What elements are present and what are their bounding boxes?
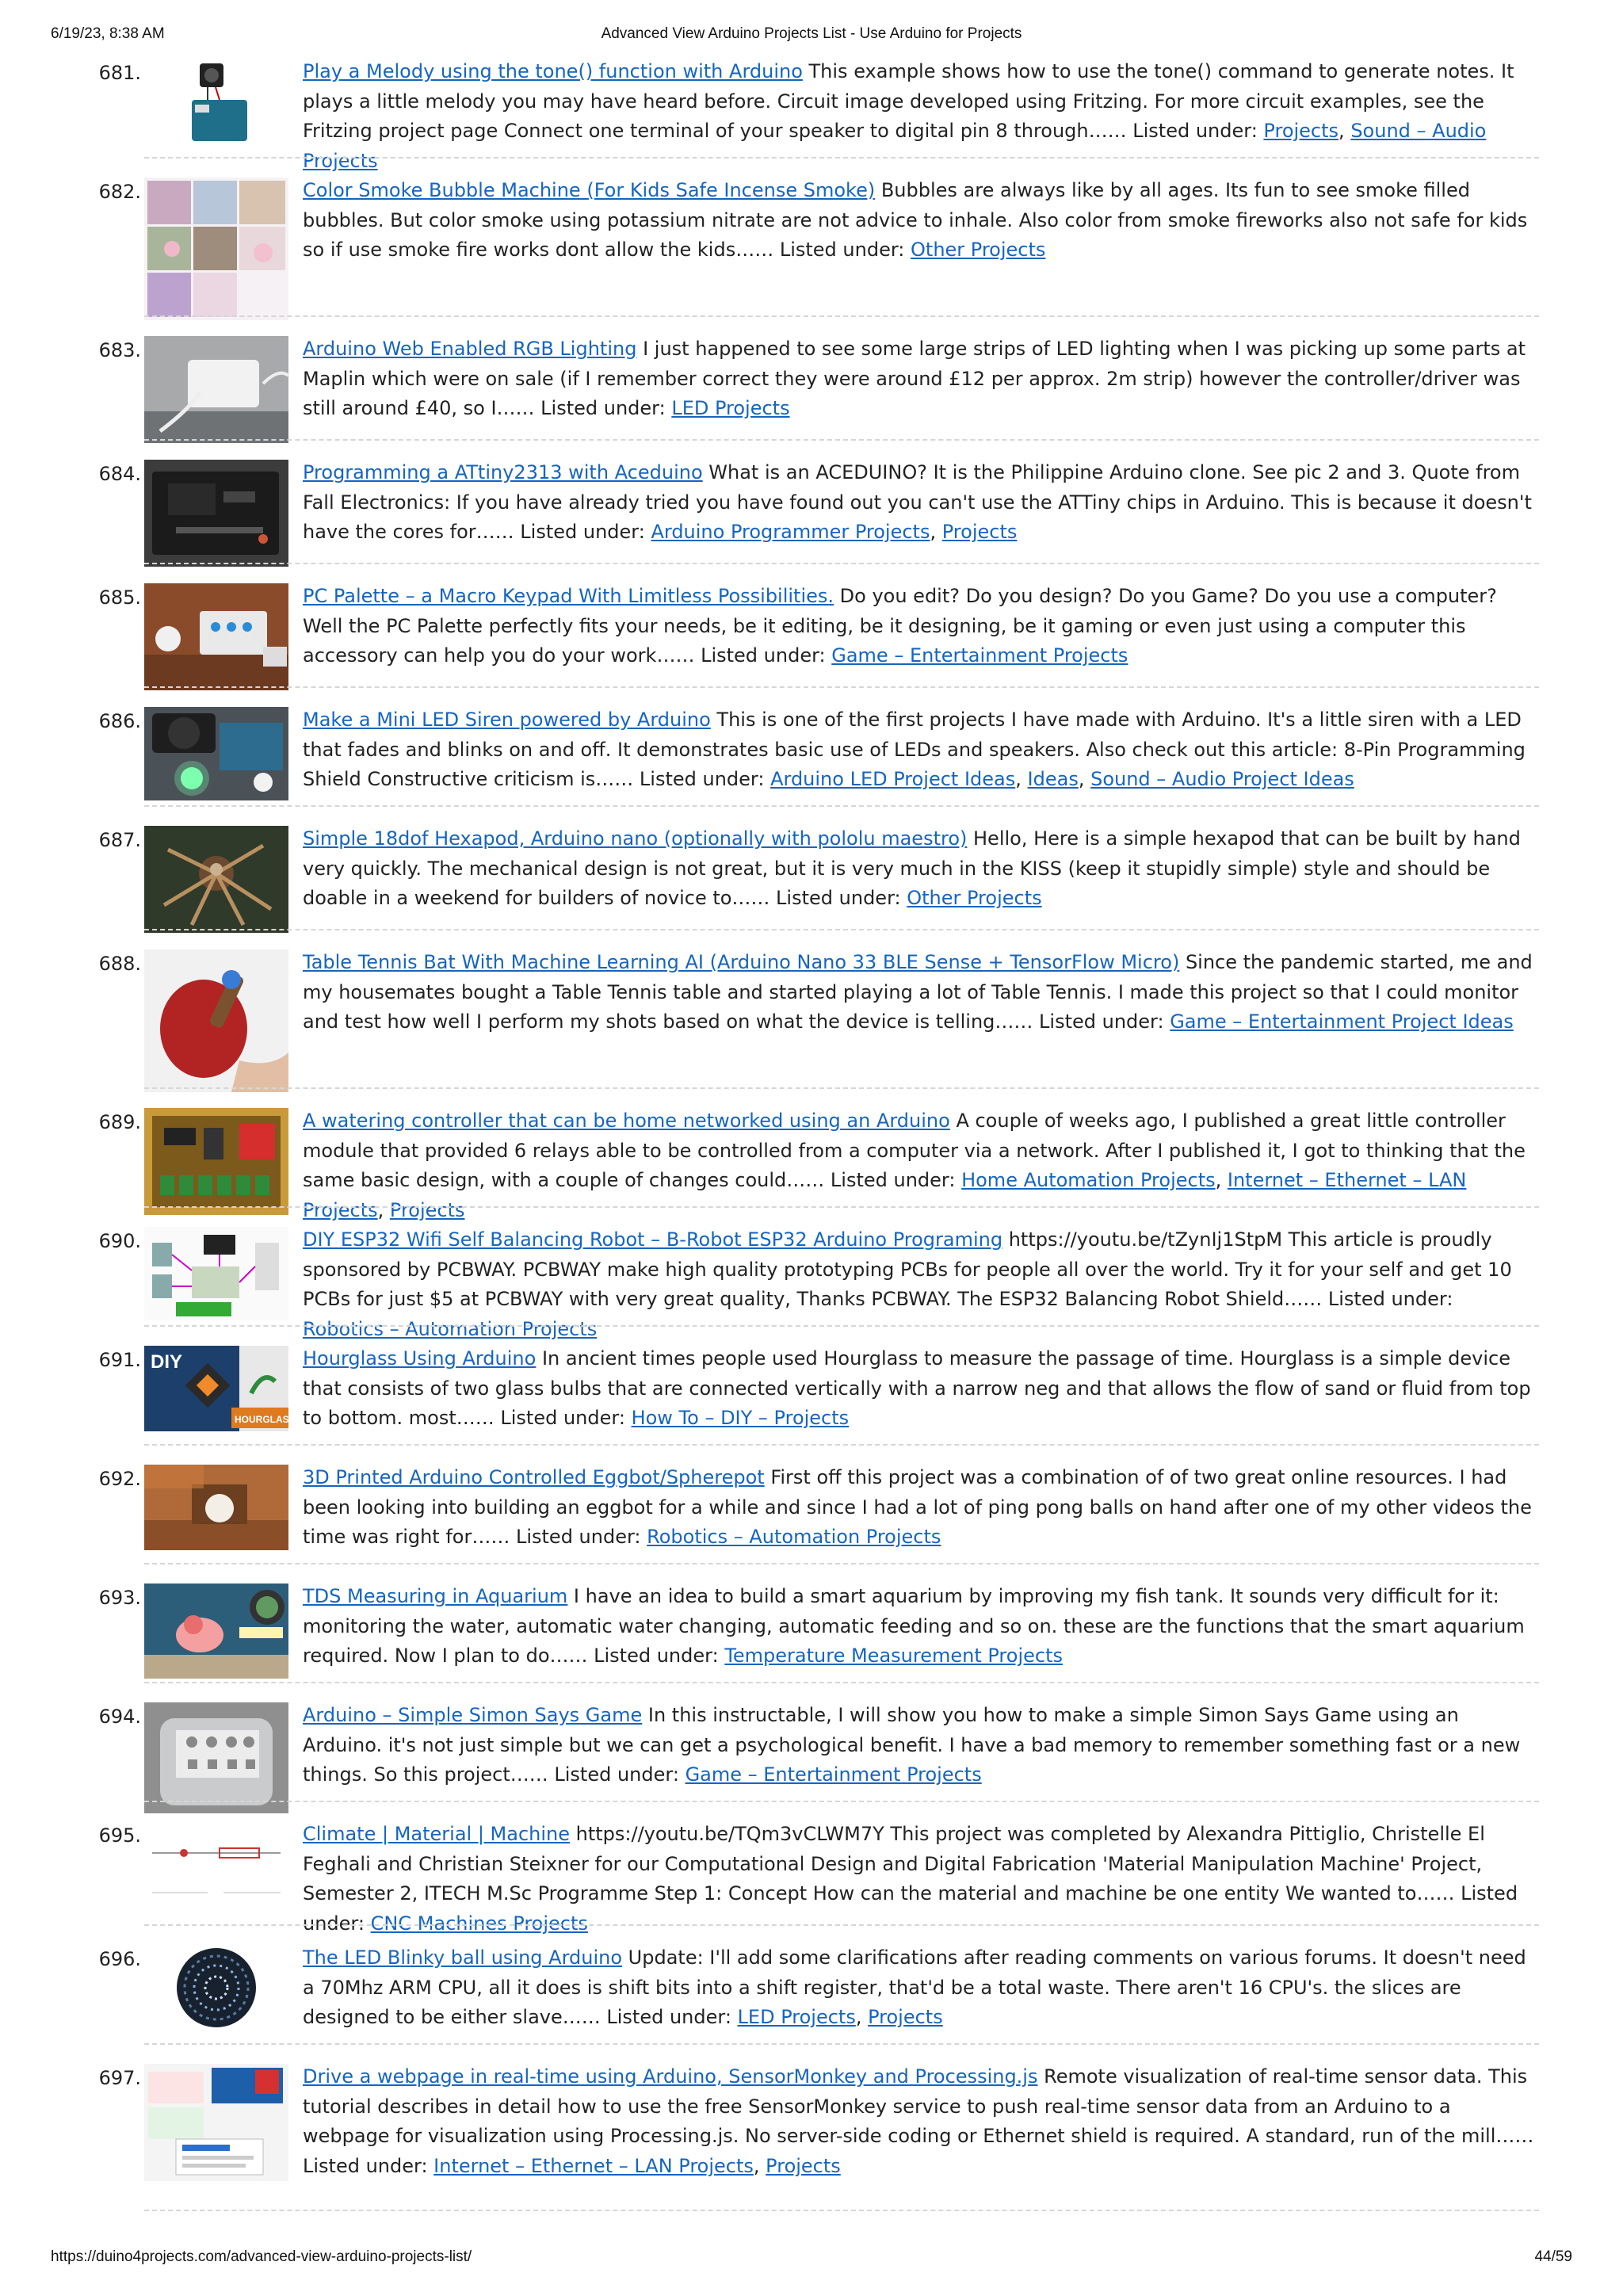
item-number: 687.	[98, 829, 141, 851]
table-tennis-bat-thumbnail[interactable]	[144, 949, 288, 1092]
category-link[interactable]: Robotics – Automation Projects	[647, 1526, 941, 1548]
item-separator	[144, 1682, 1539, 1683]
item-number: 683.	[98, 339, 141, 361]
category-separator: ,	[377, 1198, 390, 1221]
category-link[interactable]: Game – Entertainment Project Ideas	[1170, 1010, 1514, 1033]
category-separator: ,	[930, 521, 942, 543]
project-title-link[interactable]: 3D Printed Arduino Controlled Eggbot/Spherepot	[303, 1466, 765, 1488]
category-separator: ,	[1338, 120, 1351, 142]
item-number: 688.	[98, 953, 141, 975]
item-number: 695.	[98, 1824, 141, 1847]
category-link[interactable]: LED Projects	[737, 2006, 856, 2028]
project-title-link[interactable]: Drive a webpage in real-time using Arduino, SensorMonkey and Processing.js	[303, 2065, 1038, 2088]
category-link[interactable]: Sound – Audio Project Ideas	[1090, 768, 1354, 790]
project-title-link[interactable]: Programming a ATtiny2313 with Aceduino	[303, 461, 703, 483]
diy-hourglass-banner-thumbnail[interactable]	[144, 1346, 296, 1431]
project-description: Bubbles are always like by all ages. Its fun to see smoke filled bubbles. But color smoke using potassium nitrate are not advice to inhale. Also color from smoke fireworks also not safe for kids so if use smoke fire works dont allow the kids…… Listed under:	[303, 179, 1528, 261]
thumbnail-text-hourglass: HOURGLASS	[235, 1414, 296, 1425]
project-title-link[interactable]: Color Smoke Bubble Machine (For Kids Safe Incense Smoke)	[303, 179, 876, 201]
category-link[interactable]: Internet – Ethernet – LAN Projects	[433, 2154, 754, 2177]
item-number: 685.	[98, 586, 141, 609]
project-description: This is one of the first projects I have made with Arduino. It's a little siren with a LED that fades and blinks on and off. It demonstrates basic use of LEDs and speakers. Also check out this article: 8-Pin Programming Shield Constructive criticism is…… Listed under:	[303, 709, 1526, 790]
item-separator	[144, 1325, 1539, 1327]
item-separator	[144, 805, 1539, 807]
print-date: 6/19/23, 8:38 AM	[51, 25, 165, 42]
relay-controller-board-thumbnail[interactable]	[144, 1108, 288, 1215]
item-separator	[144, 563, 1539, 564]
item-number: 686.	[98, 710, 141, 732]
item-description-block	[303, 1943, 1539, 2033]
project-description: In this instructable, I will show you how to make a simple Simon Says Game using an Arduino. it's not just simple but we can get a psychological benefit. I have a bad memory to remember something fast or a new things. So this project…… Listed under:	[303, 1704, 1521, 1786]
smoke-bubble-collage-thumbnail[interactable]	[144, 178, 288, 320]
item-number: 681.	[98, 62, 141, 84]
project-title-link[interactable]: Make a Mini LED Siren powered by Arduino	[303, 709, 711, 731]
category-link[interactable]: Projects	[389, 1198, 465, 1221]
project-title-link[interactable]: PC Palette – a Macro Keypad With Limitless Possibilities.	[303, 585, 834, 607]
project-title-link[interactable]: Play a Melody using the tone() function with Arduino	[303, 60, 803, 82]
item-description-block	[303, 1344, 1539, 1434]
project-title-link[interactable]: DIY ESP32 Wifi Self Balancing Robot – B-Robot ESP32 Arduino Programing	[303, 1228, 1003, 1251]
sensormonkey-screenshot-thumbnail[interactable]	[144, 2064, 288, 2181]
category-link[interactable]: Other Projects	[911, 239, 1046, 261]
item-description-block	[303, 1582, 1539, 1671]
project-title-link[interactable]: The LED Blinky ball using Arduino	[303, 1946, 623, 1969]
item-description-block	[303, 824, 1539, 914]
item-separator	[144, 686, 1539, 688]
eggbot-thumbnail[interactable]	[144, 1465, 288, 1550]
item-description-block	[303, 458, 1539, 548]
project-description: Do you edit? Do you design? Do you Game? Do you use a computer? Well the PC Palette perfectly fits your needs, be it editing, be it designing, be it gaming or even just using a computer this accessory can help you do your work…… Listed under:	[303, 585, 1497, 667]
category-separator: ,	[753, 2154, 766, 2177]
project-description: A couple of weeks ago, I published a great little controller module that provided 6 relays able to be controlled from a computer via a network. After I published it, I got to thinking that the same basic design, with a couple of changes could…… Listed under:	[303, 1110, 1526, 1191]
item-description-block	[303, 948, 1539, 1037]
category-separator: ,	[1215, 1169, 1228, 1191]
category-link[interactable]: Game – Entertainment Projects	[831, 644, 1128, 667]
category-link[interactable]: Projects	[941, 521, 1018, 543]
thumbnail-text-diy: DIY	[151, 1351, 183, 1373]
macro-keypad-thumbnail[interactable]	[144, 583, 288, 690]
category-link[interactable]: Arduino Programmer Projects	[651, 521, 930, 543]
item-description-block	[303, 705, 1539, 795]
item-description-block	[303, 176, 1539, 266]
item-number: 693.	[98, 1587, 141, 1609]
item-separator	[144, 929, 1539, 930]
project-title-link[interactable]: Table Tennis Bat With Machine Learning AI (Arduino Nano 33 BLE Sense + TensorFlow Micro)	[303, 951, 1180, 973]
wiring-diagram-thumbnail[interactable]	[144, 1227, 288, 1320]
item-separator	[144, 2210, 1539, 2211]
category-separator: ,	[1015, 768, 1028, 790]
category-link[interactable]: LED Projects	[671, 397, 790, 419]
item-separator	[144, 315, 1539, 317]
category-separator: ,	[1078, 768, 1091, 790]
category-link[interactable]: Other Projects	[907, 887, 1042, 909]
item-number: 694.	[98, 1706, 141, 1728]
project-description: I have an idea to build a smart aquarium by improving my fish tank. It sounds very difficult for it: monitoring the water, automatic water changing, automatic feeding and so on. these are the functions that the smart aquarium required. Now I plan to do…… Listed under:	[303, 1585, 1525, 1667]
category-link[interactable]: Home Automation Projects	[961, 1169, 1216, 1191]
category-link[interactable]: Arduino LED Project Ideas	[770, 768, 1016, 790]
project-description: First off this project was a combination of of two great online resources. I had been looking into building an eggbot for a while and since I had a lot of ping pong balls on hand after one of my other videos the time was right for…… Listed under:	[303, 1466, 1532, 1548]
project-description: Hello, Here is a simple hexapod that can be built by hand very quickly. The mechanical design is not great, but it is very much in the KISS (keep it stupidly simple) style and should be doable in a weekend for builders of novice to…… Listed under:	[303, 827, 1521, 909]
project-description: Remote visualization of real-time sensor data. This tutorial describes in detail how to use the free SensorMonkey service to push real-time sensor data from an Arduino to a webpage for visualization using Processing.js. No server-side coding or Ethernet shield is required. A standard, run of the mill…… Listed under:	[303, 2065, 1534, 2177]
item-separator	[144, 439, 1539, 441]
category-link[interactable]: Game – Entertainment Projects	[685, 1763, 982, 1786]
white-controller-box-thumbnail[interactable]	[144, 336, 288, 443]
category-link[interactable]: CNC Machines Projects	[370, 1912, 588, 1935]
project-title-link[interactable]: TDS Measuring in Aquarium	[303, 1585, 568, 1607]
aquarium-fish-thumbnail[interactable]	[144, 1584, 288, 1679]
project-description: This example shows how to use the tone() command to generate notes. It plays a little melody you may have heard before. Circuit image developed using Fritzing. For more circuit examples, see the Fritzing project page Connect one terminal of your speaker to digital pin 8 through…… Listed under:	[303, 60, 1514, 142]
speaker-arduino-thumbnail[interactable]	[144, 59, 288, 146]
project-title-link[interactable]: Arduino Web Enabled RGB Lighting	[303, 338, 637, 360]
category-link[interactable]: Projects	[766, 2154, 841, 2177]
category-link[interactable]: Robotics – Automation Projects	[303, 1317, 598, 1340]
item-separator	[144, 1444, 1539, 1446]
project-description: https://youtu.be/tZynIj1StpM This article is proudly sponsored by PCBWAY. PCBWAY make high quality prototyping PCBs for people all over the world. Try it for your self and get 10 PCBs for just $5 at PCBWAY with very great quality, Thanks PCBWAY. The ESP32 Balancing Robot Shield…… Listed under:	[303, 1228, 1512, 1310]
project-title-link[interactable]: A watering controller that can be home networked using an Arduino	[303, 1110, 950, 1132]
project-title-link[interactable]: Simple 18dof Hexapod, Arduino nano (optionally with pololu maestro)	[303, 827, 968, 850]
item-separator	[144, 2043, 1539, 2045]
aceduino-board-thumbnail[interactable]	[144, 460, 288, 567]
led-siren-thumbnail[interactable]	[144, 707, 288, 800]
item-separator	[144, 1924, 1539, 1926]
led-ball-thumbnail[interactable]	[144, 1945, 288, 2030]
item-description-block	[303, 1701, 1539, 1790]
concept-diagram-thumbnail[interactable]	[144, 1821, 288, 1915]
project-description: Since the pandemic started, me and my housemates bought a Table Tennis table and started playing a lot of Table Tennis. I made this project so that I could monitor and test how well I perform my shots based on what the device is telling…… Listed under:	[303, 951, 1533, 1033]
item-description-block	[303, 1820, 1539, 1939]
page-number: 44/59	[1534, 2248, 1572, 2265]
project-title-link[interactable]: Hourglass Using Arduino	[303, 1347, 537, 1370]
category-separator: ,	[855, 2006, 869, 2028]
project-description: Update: I'll add some clarifications after reading comments on various forums. It doesn't need a 70Mhz ARM CPU, all it does is shift bits into a shift register, that'd be a total waste. There aren't 16 CPU's. the slices are designed to be either slave…… Listed under:	[303, 1946, 1526, 2028]
category-link[interactable]: Ideas	[1027, 768, 1079, 790]
project-description: I just happened to see some large strips of LED lighting when I was picking up some parts at Maplin which were on sale (if I remember correct they were around £12 per approx. 2m strip) however the controller/driver was still around £40, so I…… Listed under:	[303, 338, 1526, 419]
project-title-link[interactable]: Arduino – Simple Simon Says Game	[303, 1704, 643, 1726]
project-description: https://youtu.be/TQm3vCLWM7Y This project was completed by Alexandra Pittiglio, Christelle El Feghali and Christian Steixner for our Computational Design and Digital Fabrication 'Material Manipulation Machine' Project, Semester 2, ITECH M.Sc Programme Step 1: Concept How can the material and machine be one entity We wanted to…… Listed under:	[303, 1823, 1518, 1935]
item-separator	[144, 1087, 1539, 1089]
item-separator	[144, 1206, 1539, 1208]
category-link[interactable]: Sound – Audio Projects	[303, 120, 1487, 172]
project-title-link[interactable]: Climate | Material | Machine	[303, 1823, 571, 1845]
item-description-block	[303, 1463, 1539, 1553]
category-link[interactable]: How To – DIY – Projects	[631, 1407, 850, 1429]
print-url: https://duino4projects.com/advanced-view-arduino-projects-list/	[51, 2248, 472, 2265]
simon-says-box-thumbnail[interactable]	[144, 1702, 288, 1813]
item-number: 689.	[98, 1111, 141, 1133]
project-description: In ancient times people used Hourglass to measure the passage of time. Hourglass is a simple device that consists of two glass bulbs that are connected vertically with a narrow neg and that allows the flow of sand or fluid from top to bottom. most…… Listed under:	[303, 1347, 1531, 1429]
item-separator	[144, 157, 1539, 159]
category-link[interactable]: Temperature Measurement Projects	[724, 1645, 1063, 1667]
item-separator	[144, 1563, 1539, 1564]
item-number: 691.	[98, 1349, 141, 1371]
item-separator	[144, 1801, 1539, 1802]
project-description: What is an ACEDUINO? It is the Philippine Arduino clone. See pic 2 and 3. Quote from Fall Electronics: If you have already tried you have found out you can't use the ATTiny chips in Arduino. This is because it doesn't have the cores for…… Listed under:	[303, 461, 1532, 543]
print-title: Advanced View Arduino Projects List - Use Arduino for Projects	[601, 25, 1022, 42]
item-number: 684.	[98, 463, 141, 485]
item-number: 697.	[98, 2067, 141, 2089]
item-number: 682.	[98, 181, 141, 203]
category-link[interactable]: Projects	[868, 2006, 943, 2028]
item-number: 696.	[98, 1948, 141, 1970]
item-description-block	[303, 334, 1539, 424]
item-description-block	[303, 582, 1539, 671]
item-number: 692.	[98, 1468, 141, 1490]
item-description-block	[303, 2062, 1539, 2181]
item-number: 690.	[98, 1230, 141, 1252]
category-link[interactable]: Internet – Ethernet – LAN Projects	[303, 1169, 1467, 1221]
hexapod-robot-thumbnail[interactable]	[144, 826, 288, 933]
category-link[interactable]: Projects	[1263, 120, 1339, 142]
